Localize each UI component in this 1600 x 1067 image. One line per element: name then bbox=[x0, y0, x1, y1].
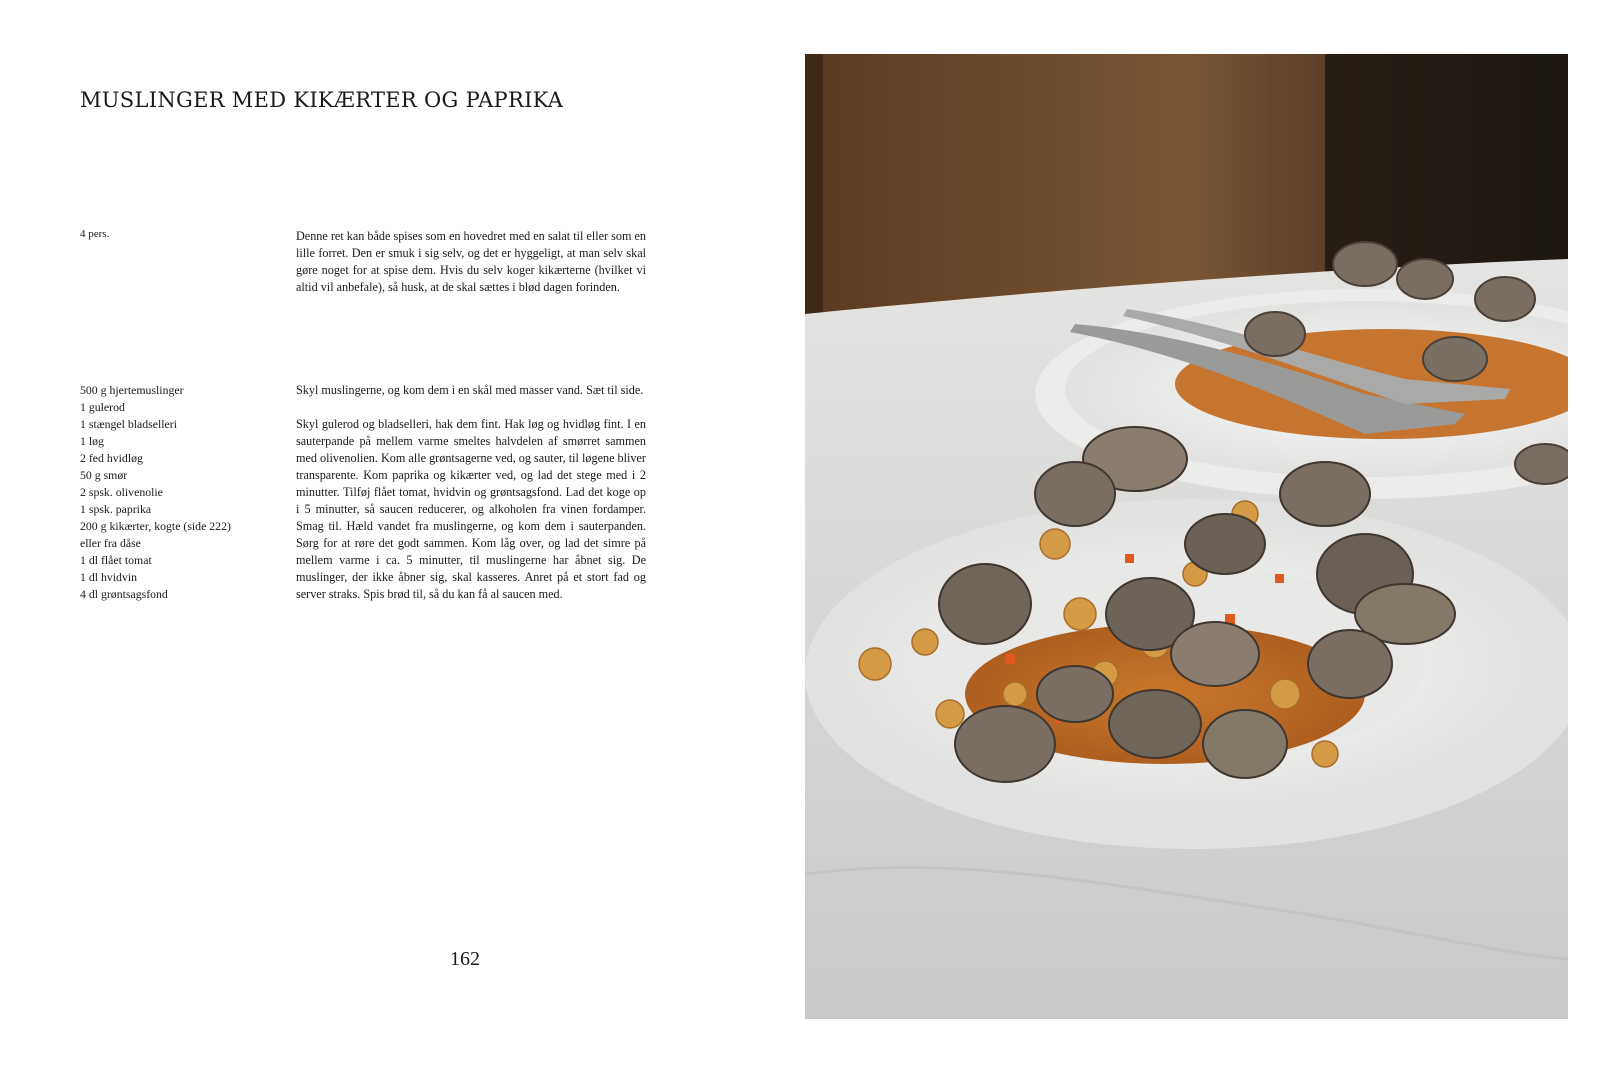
ingredient-item: 2 fed hvidløg bbox=[80, 451, 143, 465]
ingredient-item: 200 g kikærter, kogte (side 222) bbox=[80, 519, 231, 533]
ingredient-item: eller fra dåse bbox=[80, 536, 141, 550]
recipe-title: MUSLINGER MED KIKÆRTER OG PAPRIKA bbox=[80, 88, 564, 112]
method-step: Skyl muslingerne, og kom dem i en skål med masser vand. Sæt til side. bbox=[296, 383, 644, 397]
dish-photo bbox=[805, 54, 1568, 1019]
ingredient-item: 1 spsk. paprika bbox=[80, 502, 152, 516]
cockles-chickpeas-photo bbox=[805, 54, 1568, 1019]
ingredient-item: 500 g hjertemuslinger bbox=[80, 383, 184, 397]
recipe-intro: Denne ret kan både spises som en hovedret med en salat til eller som en lille forret. Den er smuk i sig selv, og det er hyggeligt, at man selv skal gøre noget for at spise dem. Hvis du selv koger kikærterne (hvilket vi altid vil anbefale), så husk, at de skal sættes i blød dagen forinden. bbox=[296, 229, 646, 294]
ingredient-list bbox=[80, 382, 231, 603]
ingredient-item: 1 gulerod bbox=[80, 400, 125, 414]
servings: 4 pers. bbox=[80, 228, 110, 240]
method-step: Skyl gulerod og bladselleri, hak dem fint. Hak løg og hvidløg fint. I en sauterpande på mellem varme smeltes halvdelen af smørret sammen med olivenolien. Kom alle grøntsagerne ved, og sauter, til løgene bliver transparente. Kom paprika og kikærter ved, og lad det stege med i 2 minutter. Tilføj flået tomat, hvidvin og grøntsagsfond. Lad det koge op i 5 minutter, så saucen reducerer, og alkoholen fra vinen fordamper. Smag til. Hæld vandet fra muslingerne, og kom dem i sauterpanden. Sørg for at røre det godt sammen. Kom låg over, og lad det simre på mellem varme i ca. 5 minutter, til muslingerne har åbnet sig. De muslinger, der ikke åbner sig, skal kasseres. Anret på et stort fad og server straks. Spis brød til, så du kan få al saucen med. bbox=[296, 417, 646, 601]
ingredient-item: 2 spsk. olivenolie bbox=[80, 485, 163, 499]
ingredient-item: 1 stængel bladselleri bbox=[80, 417, 177, 431]
ingredient-item: 1 dl flået tomat bbox=[80, 553, 152, 567]
page-number: 162 bbox=[450, 948, 480, 970]
ingredient-item: 50 g smør bbox=[80, 468, 128, 482]
recipe-method bbox=[296, 382, 646, 620]
ingredient-item: 4 dl grøntsagsfond bbox=[80, 587, 168, 601]
ingredient-item: 1 dl hvidvin bbox=[80, 570, 138, 584]
ingredient-item: 1 løg bbox=[80, 434, 104, 448]
